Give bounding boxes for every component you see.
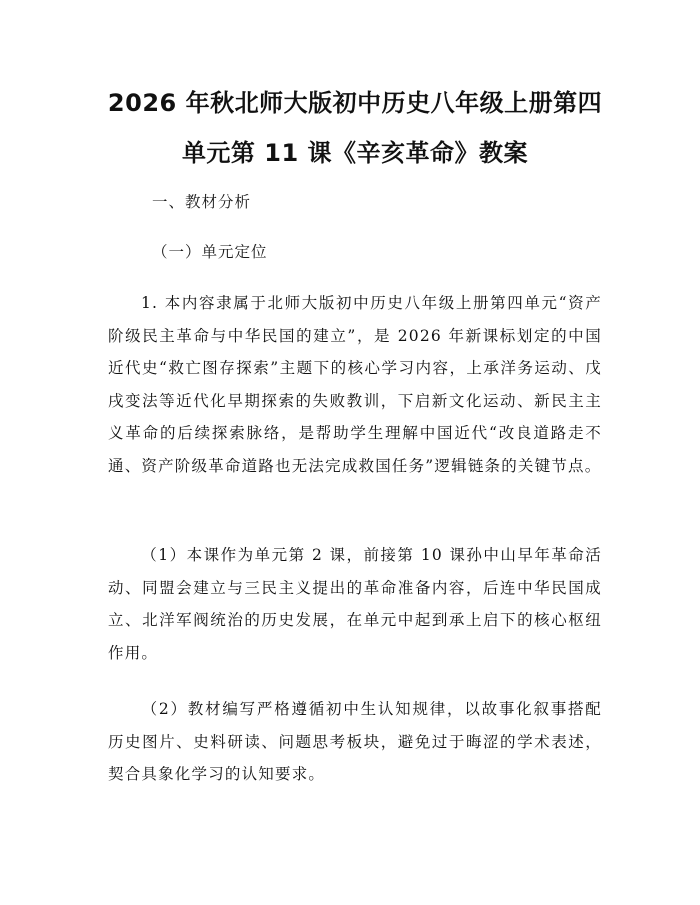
- paragraph-textbook-design: [108, 693, 602, 791]
- paragraph-text: （1）本课作为单元第 2 课，前接第 10 课孙中山早年革命活动、同盟会建立与三民主义提出的革命准备内容，后连中华民国成立、北洋军阀统治的历史发展，在单元中起到承上启下的核心枢纽作用。: [108, 546, 602, 662]
- document-title-line-2: 单元第 11 课《辛亥革命》教案: [181, 139, 529, 167]
- paragraph-text: 1. 本内容隶属于北师大版初中历史八年级上册第四单元“资产阶级民主革命与中华民国的建立”，是 2026 年新课标划定的中国近代史“救亡图存探索”主题下的核心学习内容，上承洋务运动、戊戌变法等近代化早期探索的失败教训，下启新文化运动、新民主主义革命的后续探索脉络，是帮助学生理解中国近代“改良道路走不通、资产阶级革命道路也无法完成救国任务”逻辑链条的关键节点。: [108, 294, 602, 475]
- section-heading: 一、教材分析: [152, 193, 252, 211]
- paragraph-unit-position: [108, 287, 602, 482]
- paragraph-lesson-role: [108, 539, 602, 669]
- paragraph-text: （2）教材编写严格遵循初中生认知规律，以故事化叙事搭配历史图片、史料研读、问题思考板块，避免过于晦涩的学术表述，契合具象化学习的认知要求。: [108, 700, 602, 783]
- subsection-heading: （一）单元定位: [152, 243, 268, 261]
- document-title-line-1: 2026 年秋北师大版初中历史八年级上册第四: [107, 89, 603, 117]
